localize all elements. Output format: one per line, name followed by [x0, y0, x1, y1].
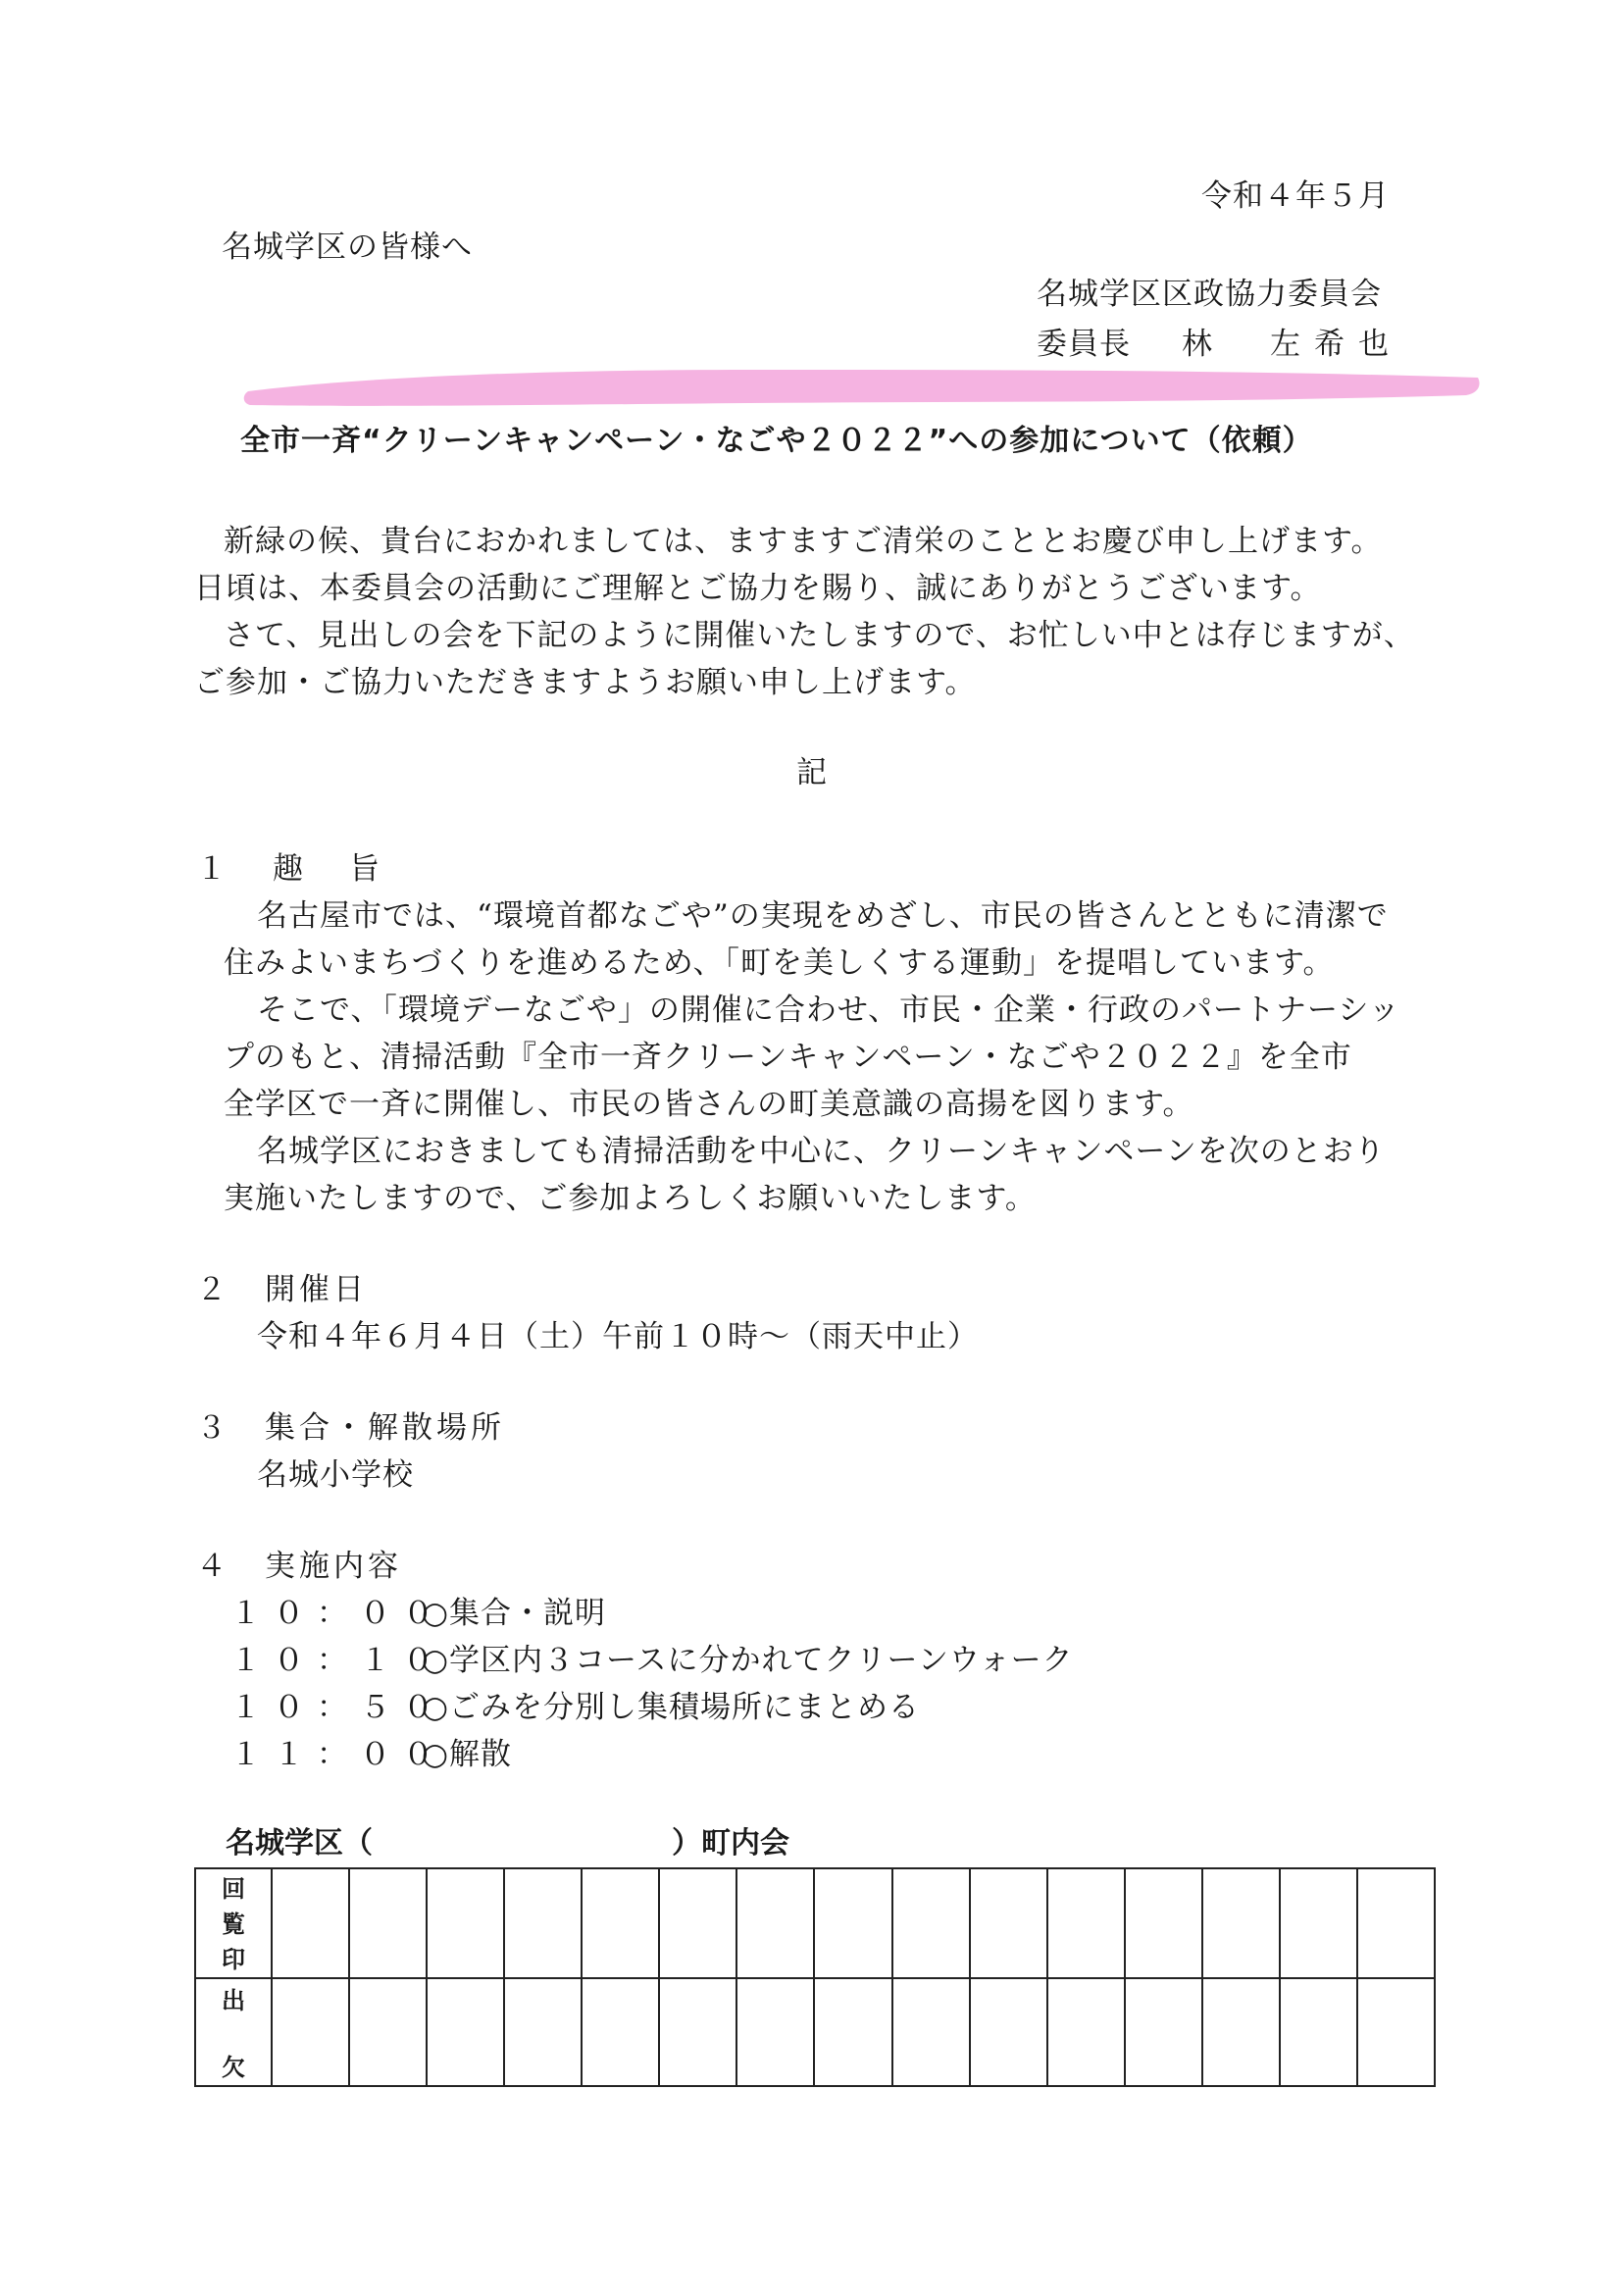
header-char: 欠	[222, 2054, 245, 2081]
schedule-row	[230, 1590, 606, 1637]
intro-line: さて、見出しの会を下記のように開催いたしますので、お忙しい中とは存じますが、	[224, 618, 1415, 653]
section-line: そこで、「環境デーなごや」の開催に合わせ、市民・企業・行政のパートナーシッ	[257, 993, 1400, 1028]
highlighter-marker-stroke	[240, 358, 1486, 409]
attendance-cell[interactable]	[349, 1978, 427, 2086]
stamp-cell[interactable]	[892, 1868, 970, 1978]
section-line: 実施いたしますので、ご参加よろしくお願いいたします。	[224, 1181, 1037, 1216]
header-char: 回	[222, 1875, 245, 1903]
schedule-time: １０：００	[230, 1596, 446, 1631]
stamp-cell[interactable]	[582, 1868, 659, 1978]
attendance-cell[interactable]	[736, 1978, 814, 2086]
header-char: 印	[222, 1946, 245, 1973]
sender-name: 林 左希也	[1182, 327, 1402, 362]
circulation-stamp-header	[195, 1868, 272, 1978]
stamp-cell[interactable]	[1125, 1868, 1202, 1978]
schedule-row	[230, 1731, 512, 1778]
stamp-cell[interactable]	[349, 1868, 427, 1978]
document-title: 全市一斉“クリーンキャンペーン・なごや２０２２”への参加について（依頼）	[240, 424, 1313, 458]
schedule-item: ○ごみを分別し集積場所にまとめる	[422, 1690, 921, 1725]
stamp-cell[interactable]	[427, 1868, 504, 1978]
neighborhood-association-label	[226, 1822, 789, 1865]
intro-line: 新緑の候、貴台におかれましては、ますますご清栄のこととお慶び申し上げます。	[224, 524, 1383, 559]
schedule-row	[230, 1684, 920, 1731]
section-line: プのもと、清掃活動『全市一斉クリーンキャンペーン・なごや２０２２』を全市	[224, 1040, 1352, 1075]
schedule-item: ○解散	[422, 1737, 513, 1772]
document-date: 令和４年５月	[1201, 178, 1390, 214]
attendance-row	[195, 1978, 1435, 2086]
sender-title: 委員長	[1037, 327, 1131, 362]
attendance-cell[interactable]	[1280, 1978, 1357, 2086]
schedule-time: １０：１０	[230, 1643, 446, 1678]
schedule-time: １０：５０	[230, 1690, 446, 1725]
schedule-row	[230, 1637, 1074, 1684]
stamp-cell[interactable]	[970, 1868, 1047, 1978]
attendance-cell[interactable]	[427, 1978, 504, 2086]
attendance-cell[interactable]	[1047, 1978, 1125, 2086]
event-location: 名城小学校	[257, 1457, 414, 1493]
attendance-cell[interactable]	[892, 1978, 970, 2086]
intro-line: 日頃は、本委員会の活動にご理解とご協力を賜り、誠にありがとうございます。	[194, 571, 1322, 606]
stamp-cell[interactable]	[814, 1868, 891, 1978]
circulation-stamp-row	[195, 1868, 1435, 1978]
ki-heading: 記	[796, 755, 828, 790]
section-line: 全学区で一斉に開催し、市民の皆さんの町美意識の高揚を図ります。	[224, 1087, 1194, 1122]
attendance-cell[interactable]	[1357, 1978, 1435, 2086]
stamp-cell[interactable]	[659, 1868, 736, 1978]
attendance-cell[interactable]	[659, 1978, 736, 2086]
schedule-item: ○学区内３コースに分かれてクリーンウォーク	[422, 1643, 1074, 1678]
schedule-time: １１：００	[230, 1737, 446, 1772]
stamp-cell[interactable]	[1047, 1868, 1125, 1978]
label-suffix: ）町内会	[672, 1826, 789, 1861]
intro-line: ご参加・ご協力いただきますようお願い申し上げます。	[194, 665, 977, 700]
section-line: 名城学区におきましても清掃活動を中心に、クリーンキャンペーンを次のとおり	[257, 1134, 1386, 1169]
section-line: 名古屋市では、“環境首都なごや”の実現をめざし、市民の皆さんとともに清潔で	[257, 898, 1389, 934]
section-heading: ３ 集合・解散場所	[196, 1410, 505, 1446]
schedule-item: ○集合・説明	[422, 1596, 607, 1631]
section-line: 住みよいまちづくりを進めるため、「町を美しくする運動」を提唱しています。	[224, 945, 1335, 981]
section-heading: ２ 開催日	[196, 1272, 368, 1307]
stamp-cell[interactable]	[1202, 1868, 1280, 1978]
attendance-cell[interactable]	[272, 1978, 349, 2086]
attendance-cell[interactable]	[970, 1978, 1047, 2086]
attendance-cell[interactable]	[582, 1978, 659, 2086]
header-char: 出	[222, 1987, 245, 2014]
attendance-cell[interactable]	[814, 1978, 891, 2086]
label-prefix: 名城学区（	[226, 1826, 373, 1861]
section-heading: ４ 実施内容	[196, 1549, 402, 1584]
attendance-header	[195, 1978, 272, 2086]
stamp-cell[interactable]	[1357, 1868, 1435, 1978]
section-heading: １ 趣 旨	[196, 851, 387, 887]
stamp-cell[interactable]	[736, 1868, 814, 1978]
header-char: 覧	[222, 1911, 245, 1938]
stamp-cell[interactable]	[272, 1868, 349, 1978]
circulation-attendance-table	[194, 1867, 1436, 2087]
attendance-cell[interactable]	[1125, 1978, 1202, 2086]
attendance-cell[interactable]	[1202, 1978, 1280, 2086]
addressee: 名城学区の皆様へ	[222, 229, 473, 265]
event-date: 令和４年６月４日（土）午前１０時～（雨天中止）	[257, 1319, 979, 1354]
stamp-cell[interactable]	[1280, 1868, 1357, 1978]
sender-organization: 名城学区区政協力委員会	[1037, 277, 1382, 312]
attendance-cell[interactable]	[504, 1978, 582, 2086]
stamp-cell[interactable]	[504, 1868, 582, 1978]
